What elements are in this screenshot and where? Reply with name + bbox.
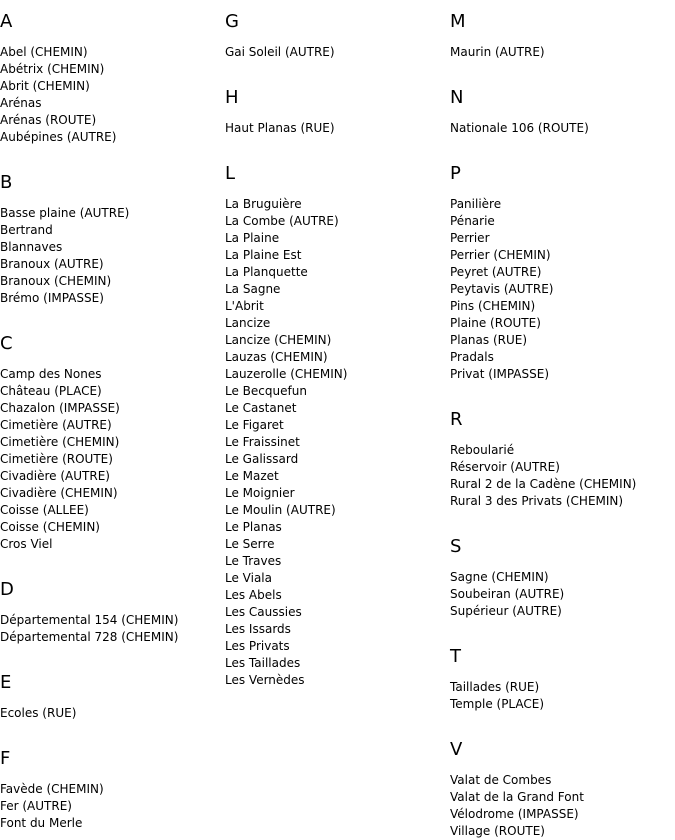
list-item[interactable]: La Bruguière — [225, 197, 302, 211]
list-item[interactable]: Sagne (CHEMIN) — [450, 570, 549, 584]
list-item[interactable]: Planas (RUE) — [450, 333, 528, 347]
section-letter-m: M — [450, 11, 466, 32]
section-list-a — [0, 44, 116, 146]
section-list-t — [450, 679, 544, 713]
list-item[interactable]: Arénas — [0, 96, 42, 110]
section-list-v — [450, 772, 584, 840]
list-item[interactable]: Perrier — [450, 231, 490, 245]
section-list-p — [450, 196, 553, 383]
list-item[interactable]: Ecoles (RUE) — [0, 706, 77, 720]
section-letter-b: B — [0, 172, 13, 193]
section-list-d — [0, 612, 178, 646]
list-item[interactable]: Abrit (CHEMIN) — [0, 79, 90, 93]
list-item[interactable]: Réservoir (AUTRE) — [450, 460, 560, 474]
section-letter-n: N — [450, 87, 464, 108]
section-letter-e: E — [0, 672, 12, 693]
list-item[interactable]: L'Abrit — [225, 299, 264, 313]
list-item[interactable]: Peytavis (AUTRE) — [450, 282, 554, 296]
list-item[interactable]: Blannaves — [0, 240, 63, 254]
list-item[interactable]: Les Taillades — [225, 656, 301, 670]
section-list-f — [0, 781, 104, 832]
section-letter-d: D — [0, 579, 14, 600]
list-item[interactable]: Coisse (ALLEE) — [0, 503, 89, 517]
list-item[interactable]: Coisse (CHEMIN) — [0, 520, 100, 534]
list-item[interactable]: Camp des Nones — [0, 367, 102, 381]
list-item[interactable]: Village (ROUTE) — [450, 824, 545, 838]
section-list-m — [450, 44, 545, 61]
list-item[interactable]: Plaine (ROUTE) — [450, 316, 541, 330]
list-item[interactable]: Nationale 106 (ROUTE) — [450, 121, 589, 135]
list-item[interactable]: Bertrand — [0, 223, 53, 237]
list-item[interactable]: Abel (CHEMIN) — [0, 45, 88, 59]
list-item[interactable]: Font du Merle — [0, 816, 83, 830]
section-list-g — [225, 44, 335, 61]
section-letter-c: C — [0, 333, 13, 354]
list-item[interactable]: Les Abels — [225, 588, 282, 602]
list-item[interactable]: Départemental 154 (CHEMIN) — [0, 613, 179, 627]
list-item[interactable]: Lancize — [225, 316, 271, 330]
section-letter-f: F — [0, 748, 11, 769]
list-item[interactable]: Soubeiran (AUTRE) — [450, 587, 565, 601]
list-item[interactable]: Privat (IMPASSE) — [450, 367, 550, 381]
list-item[interactable]: Le Planas — [225, 520, 282, 534]
list-item[interactable]: Le Galissard — [225, 452, 299, 466]
list-item[interactable]: Civadière (AUTRE) — [0, 469, 110, 483]
list-item[interactable]: Vélodrome (IMPASSE) — [450, 807, 579, 821]
list-item[interactable]: La Plaine Est — [225, 248, 302, 262]
section-list-h — [225, 120, 335, 137]
list-item[interactable]: Panilière — [450, 197, 502, 211]
section-letter-s: S — [450, 536, 462, 557]
section-list-c — [0, 366, 120, 553]
section-list-n — [450, 120, 589, 137]
list-item[interactable]: Fer (AUTRE) — [0, 799, 72, 813]
list-item[interactable]: Perrier (CHEMIN) — [450, 248, 551, 262]
list-item[interactable]: Les Issards — [225, 622, 291, 636]
list-item[interactable]: Temple (PLACE) — [450, 697, 545, 711]
list-item[interactable]: La Combe (AUTRE) — [225, 214, 339, 228]
list-item[interactable]: Le Moignier — [225, 486, 295, 500]
list-item[interactable]: Valat de la Grand Font — [450, 790, 584, 804]
list-item[interactable]: Branoux (AUTRE) — [0, 257, 104, 271]
list-item[interactable]: Pins (CHEMIN) — [450, 299, 536, 313]
list-item[interactable]: Branoux (CHEMIN) — [0, 274, 112, 288]
section-letter-v: V — [450, 739, 463, 760]
list-item[interactable]: La Sagne — [225, 282, 281, 296]
list-item[interactable]: Cros Viel — [0, 537, 53, 551]
list-item[interactable]: Supérieur (AUTRE) — [450, 604, 562, 618]
list-item[interactable]: La Planquette — [225, 265, 308, 279]
list-item[interactable]: Le Castanet — [225, 401, 297, 415]
list-item[interactable]: Valat de Combes — [450, 773, 552, 787]
list-item[interactable]: Le Fraissinet — [225, 435, 300, 449]
section-list-e — [0, 705, 76, 722]
section-list-b — [0, 205, 129, 307]
list-item[interactable]: Cimetière (ROUTE) — [0, 452, 113, 466]
list-item[interactable]: Le Viala — [225, 571, 272, 585]
list-item[interactable]: Lauzas (CHEMIN) — [225, 350, 328, 364]
list-item[interactable]: Chazalon (IMPASSE) — [0, 401, 120, 415]
section-letter-l: L — [225, 163, 236, 184]
list-item[interactable]: Le Mazet — [225, 469, 279, 483]
list-item[interactable]: Basse plaine (AUTRE) — [0, 206, 130, 220]
list-item[interactable]: Pénarie — [450, 214, 495, 228]
list-item[interactable]: Lancize (CHEMIN) — [225, 333, 332, 347]
section-letter-g: G — [225, 11, 239, 32]
list-item[interactable]: Brémo (IMPASSE) — [0, 291, 104, 305]
list-item[interactable]: Favède (CHEMIN) — [0, 782, 104, 796]
list-item[interactable]: Les Caussies — [225, 605, 302, 619]
section-letter-t: T — [450, 646, 461, 667]
list-item[interactable]: Cimetière (AUTRE) — [0, 418, 112, 432]
section-letter-h: H — [225, 87, 239, 108]
list-item[interactable]: Cimetière (CHEMIN) — [0, 435, 120, 449]
section-list-s — [450, 569, 564, 620]
list-item[interactable]: Reboularié — [450, 443, 515, 457]
list-item[interactable]: Les Privats — [225, 639, 290, 653]
section-letter-a: A — [0, 11, 13, 32]
list-item[interactable]: Peyret (AUTRE) — [450, 265, 542, 279]
list-item[interactable]: Le Figaret — [225, 418, 284, 432]
list-item[interactable]: Taillades (RUE) — [450, 680, 540, 694]
list-item[interactable]: Le Traves — [225, 554, 282, 568]
list-item[interactable]: Lauzerolle (CHEMIN) — [225, 367, 348, 381]
list-item[interactable]: Les Vernèdes — [225, 673, 305, 687]
list-item[interactable]: Rural 3 des Privats (CHEMIN) — [450, 494, 624, 508]
list-item[interactable]: Château (PLACE) — [0, 384, 102, 398]
list-item[interactable]: Pradals — [450, 350, 494, 364]
section-list-l — [225, 196, 347, 689]
section-letter-p: P — [450, 163, 461, 184]
list-item[interactable]: Le Serre — [225, 537, 275, 551]
list-item[interactable]: Maurin (AUTRE) — [450, 45, 545, 59]
list-item[interactable]: La Plaine — [225, 231, 280, 245]
list-item[interactable]: Arénas (ROUTE) — [0, 113, 97, 127]
list-item[interactable]: Le Moulin (AUTRE) — [225, 503, 336, 517]
section-letter-r: R — [450, 409, 463, 430]
list-item[interactable]: Abétrix (CHEMIN) — [0, 62, 105, 76]
list-item[interactable]: Aubépines (AUTRE) — [0, 130, 117, 144]
list-item[interactable]: Haut Planas (RUE) — [225, 121, 335, 135]
list-item[interactable]: Départemental 728 (CHEMIN) — [0, 630, 179, 644]
list-item[interactable]: Gai Soleil (AUTRE) — [225, 45, 335, 59]
list-item[interactable]: Le Becquefun — [225, 384, 307, 398]
list-item[interactable]: Civadière (CHEMIN) — [0, 486, 118, 500]
list-item[interactable]: Rural 2 de la Cadène (CHEMIN) — [450, 477, 637, 491]
section-list-r — [450, 442, 636, 510]
